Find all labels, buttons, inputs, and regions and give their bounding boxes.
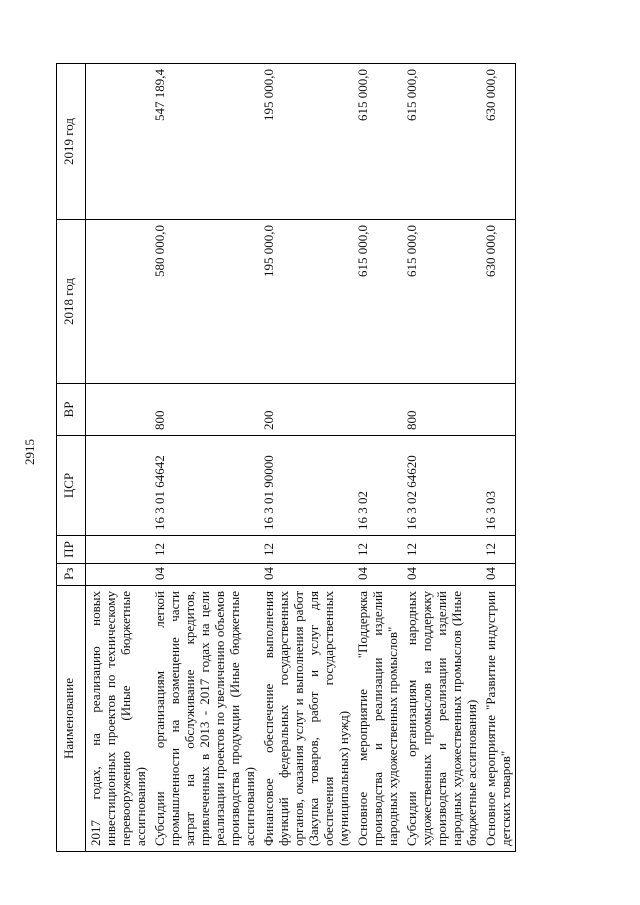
row-2019: 547 189,4 — [150, 64, 259, 220]
header-csr: ЦСР — [57, 436, 86, 536]
row-2019: 615 000,0 — [402, 64, 481, 220]
row-vr — [353, 384, 402, 436]
row-2018: 630 000,0 — [481, 220, 516, 384]
header-name: Наименование — [57, 586, 86, 852]
row-rz: 04 — [481, 564, 516, 586]
row-2018 — [86, 220, 151, 384]
page-number: 2915 — [22, 439, 37, 465]
row-pr: 12 — [150, 536, 259, 564]
row-name: 2017 годах, на реализацию новых инвестиционных проектов по техническому перевооружению (Иные бюджетные ассигнования) — [86, 586, 151, 852]
row-rz — [86, 564, 151, 586]
row-csr: 16 3 01 90000 — [259, 436, 353, 536]
table-row — [353, 64, 402, 852]
row-2018: 615 000,0 — [402, 220, 481, 384]
table-row — [86, 64, 151, 852]
row-name: Основное мероприятие "Развитие индустрии детских товаров" — [481, 586, 516, 852]
rotated-page-content — [56, 64, 576, 852]
row-csr: 16 3 03 — [481, 436, 516, 536]
row-pr: 12 — [481, 536, 516, 564]
row-rz: 04 — [402, 564, 481, 586]
header-rz: Рз — [57, 564, 86, 586]
row-2019 — [86, 64, 151, 220]
row-2018: 615 000,0 — [353, 220, 402, 384]
header-2018: 2018 год — [57, 220, 86, 384]
row-pr: 12 — [259, 536, 353, 564]
header-vr: ВР — [57, 384, 86, 436]
row-rz: 04 — [150, 564, 259, 586]
row-name: Основное мероприятие "Поддержка производства и реализации изделий народных художественных промыслов" — [353, 586, 402, 852]
row-vr — [481, 384, 516, 436]
row-rz: 04 — [259, 564, 353, 586]
row-2019: 615 000,0 — [353, 64, 402, 220]
row-vr: 800 — [402, 384, 481, 436]
row-2018: 195 000,0 — [259, 220, 353, 384]
row-vr — [86, 384, 151, 436]
row-vr: 800 — [150, 384, 259, 436]
table-header-row — [57, 64, 86, 852]
table-row — [402, 64, 481, 852]
row-csr: 16 3 02 64620 — [402, 436, 481, 536]
table-row — [150, 64, 259, 852]
row-csr: 16 3 01 64642 — [150, 436, 259, 536]
row-csr: 16 3 02 — [353, 436, 402, 536]
row-pr: 12 — [402, 536, 481, 564]
row-pr — [86, 536, 151, 564]
row-name: Субсидии организациям легкой промышленности на возмещение части затрат на обслуживание кредитов, привлеченных в 2013 - 2017 годах на цели реализации проектов по увеличению объемов производства продукции (Иные бюджетные ассигнования) — [150, 586, 259, 852]
table-row — [481, 64, 516, 852]
table-row — [259, 64, 353, 852]
row-pr: 12 — [353, 536, 402, 564]
header-2019: 2019 год — [57, 64, 86, 220]
row-2019: 630 000,0 — [481, 64, 516, 220]
header-pr: ПР — [57, 536, 86, 564]
row-csr — [86, 436, 151, 536]
row-name: Финансовое обеспечение выполнения функций федеральных государственных органов, оказания услуг и выполнения работ (Закупка товаров, работ и услуг для обеспечения государственных (муниципальных) нужд) — [259, 586, 353, 852]
row-rz: 04 — [353, 564, 402, 586]
row-name: Субсидии организациям народных художественных промыслов на поддержку производства и реализации изделий народных художественных промыслов (Иные бюджетные ассигнования) — [402, 586, 481, 852]
row-2018: 580 000,0 — [150, 220, 259, 384]
row-2019: 195 000,0 — [259, 64, 353, 220]
row-vr: 200 — [259, 384, 353, 436]
budget-table — [56, 63, 516, 852]
